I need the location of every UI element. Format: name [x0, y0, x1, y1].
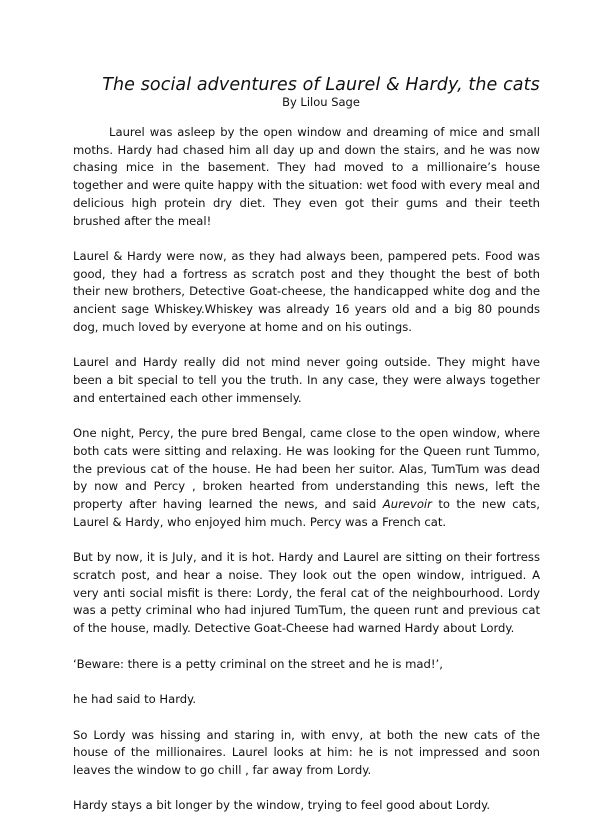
paragraph-5: But by now, it is July, and it is hot. Hardy and Laurel are sitting on their fortress scratch post, and hear a noise. They look out the open window, intrigued. A very anti social misfit is there: Lordy, the feral cat of the neighbourhood. Lordy was a petty criminal who had injured TumTum, the queen runt and previous cat of the house, madly. Detective Goat-Cheese had warned Hardy about Lordy.	[73, 550, 540, 636]
paragraph-6-quote: ‘Beware: there is a petty criminal on the street and he is mad!’,	[73, 656, 443, 671]
paragraph-9: Hardy stays a bit longer by the window, trying to feel good about Lordy.	[73, 798, 491, 813]
author-byline: By Lilou Sage	[282, 95, 360, 109]
paragraph-2: Laurel & Hardy were now, as they had always been, pampered pets. Food was good, they had a fortress as scratch post and they thought the best of both their new brothers, Detective Goat-cheese, the handicapped white dog and the ancient sage Whiskey.Whiskey was already 16 years old and a big 80 pounds dog, much loved by everyone at home and on his outings.	[73, 249, 540, 334]
paragraph-4-emphasis: Aurevoir	[382, 497, 432, 512]
document-body	[73, 124, 540, 833]
paragraph-3: Laurel and Hardy really did not mind never going outside. They might have been a bit special to tell you the truth. In any case, they were always together and entertained each other immensely.	[73, 355, 540, 405]
paragraph-1: Laurel was asleep by the open window and dreaming of mice and small moths. Hardy had chased him all day up and down the stairs, and he was now chasing mice in the basement. They had moved to a millionaire’s house together and were quite happy with the situation: wet food with every meal and delicious high protein dry diet. They even got their gums and their teeth brushed after the meal!	[73, 125, 540, 228]
document-title: The social adventures of Laurel & Hardy, the cats	[102, 75, 540, 95]
paragraph-7: he had said to Hardy.	[73, 692, 197, 707]
paragraph-4	[73, 425, 540, 531]
paragraph-4-text-before: One night, Percy, the pure bred Bengal, came close to the open window, where both cats were sitting and relaxing. He was looking for the Queen runt Tummo, the previous cat of the house. He had been her suitor. Alas, TumTum was dead by now and Percy , broken hearted from understanding this news, left the property after having learned the news, and said	[73, 426, 540, 512]
paragraph-4-text-after: to the new cats, Laurel & Hardy, who enjoyed him much. Percy was a French cat.	[73, 497, 540, 529]
paragraph-8: So Lordy was hissing and staring in, with envy, at both the new cats of the house of the millionaires. Laurel looks at him: he is not impressed and soon leaves the window to go chill , far away from Lordy.	[73, 727, 540, 777]
